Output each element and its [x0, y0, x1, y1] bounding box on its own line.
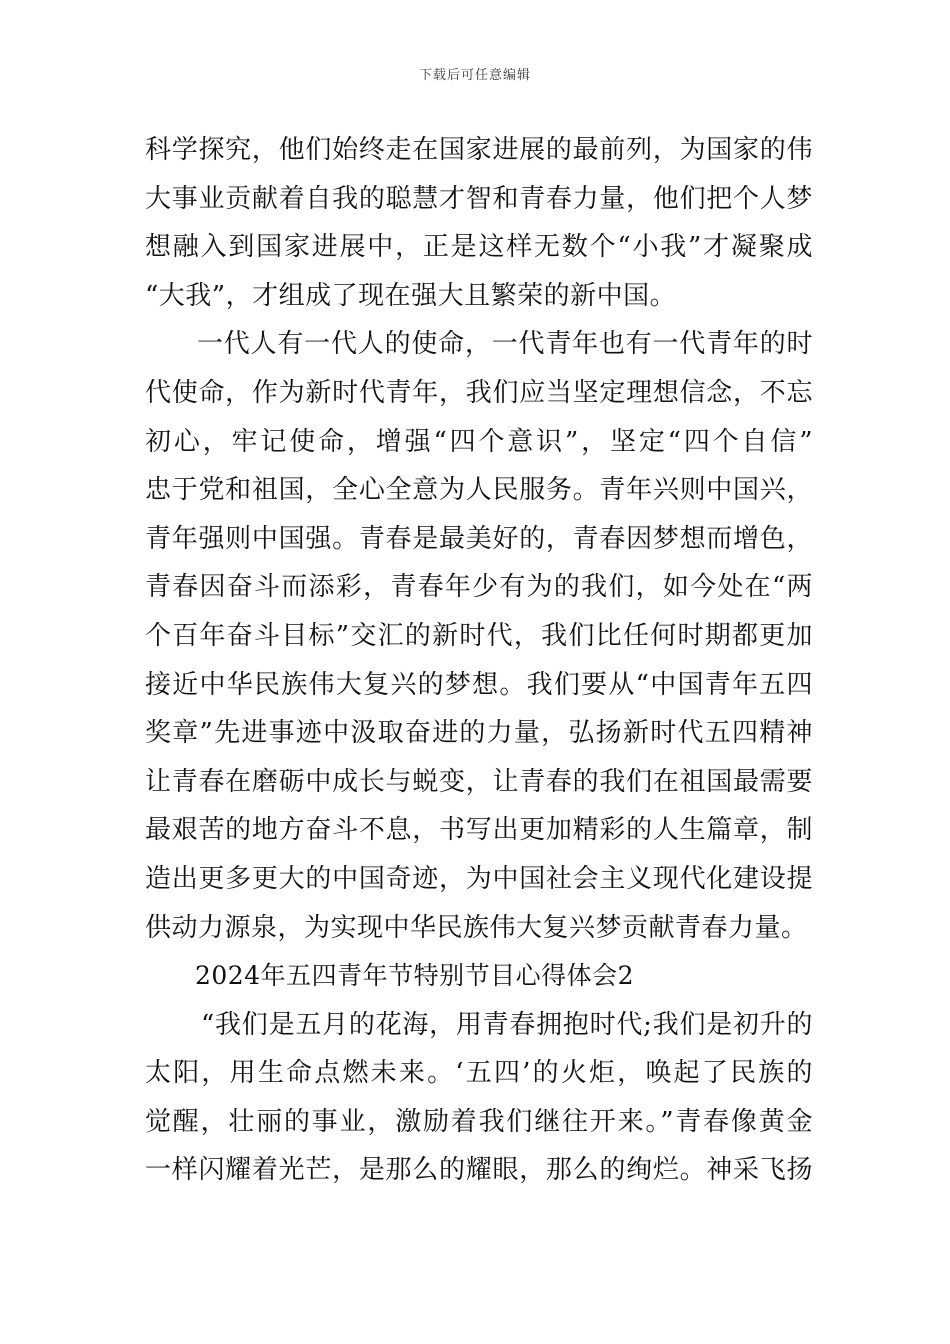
- text-line: 个百年奋斗目标”交汇的新时代，我们比任何时期都更加: [145, 620, 813, 651]
- text-line: 奖章”先进事迹中汲取奋进的力量，弘扬新时代五四精神: [145, 718, 813, 749]
- text-line: 忠于党和祖国，全心全意为人民服务。青年兴则中国兴，: [145, 475, 813, 506]
- text-line: 青年强则中国强。青春是最美好的，青春因梦想而增色，: [145, 523, 813, 554]
- body-text: [145, 126, 813, 1195]
- text-line: “我们是五月的花海，用青春拥抱时代;我们是初升的: [201, 1009, 813, 1040]
- text-line: 太阳，用生命点燃未来。‘五四’的火炬，唤起了民族的: [145, 1058, 813, 1089]
- text-line: 最艰苦的地方奋斗不息，书写出更加精彩的人生篇章，制: [145, 815, 813, 846]
- header-note: 下载后可任意编辑: [418, 68, 531, 83]
- text-line: 觉醒，壮丽的事业，激励着我们继往开来。”青春像黄金: [145, 1106, 813, 1137]
- text-line: 一代人有一代人的使命，一代青年也有一代青年的时: [197, 329, 813, 360]
- text-line: 科学探究，他们始终走在国家进展的最前列，为国家的伟: [145, 135, 813, 165]
- text-line: 青春因奋斗而添彩，青春年少有为的我们，如今处在“两: [145, 572, 813, 603]
- text-line: 让青春在磨砺中成长与蜕变，让青春的我们在祖国最需要: [145, 766, 813, 797]
- text-line: 供动力源泉，为实现中华民族伟大复兴梦贡献青春力量。: [145, 912, 808, 943]
- text-line: 造出更多更大的中国奇迹，为中国社会主义现代化建设提: [145, 863, 813, 894]
- text-line: 一样闪耀着光芒，是那么的耀眼，那么的绚烂。神采飞扬: [145, 1155, 813, 1186]
- text-line: 接近中华民族伟大复兴的梦想。我们要从“中国青年五四: [145, 669, 813, 700]
- text-line: “大我”，才组成了现在强大且繁荣的新中国。: [145, 280, 677, 311]
- text-line: 想融入到国家进展中，正是这样无数个“小我”才凝聚成: [145, 232, 813, 263]
- section-heading: 2024年五四青年节特别节目心得体会2: [195, 961, 635, 991]
- text-line: 大事业贡献着自我的聪慧才智和青春力量，他们把个人梦: [145, 183, 813, 214]
- text-line: 代使命，作为新时代青年，我们应当坚定理想信念，不忘: [145, 377, 813, 408]
- text-line: 初心，牢记使命，增强“四个意识”，坚定“四个自信”: [145, 426, 813, 457]
